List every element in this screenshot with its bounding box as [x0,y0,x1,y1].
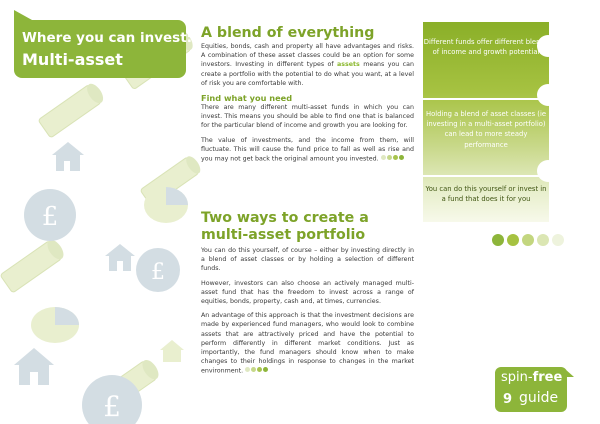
house-icon [14,348,54,385]
pie-chart-icon [31,307,79,343]
section-header-label: Where you can invest: [22,30,193,46]
scroll-icon [38,81,106,138]
logo-guide-text: guide [519,390,559,406]
section-two-ways [201,210,414,381]
panel-notch [537,160,559,182]
highlight-assets-link[interactable]: assets [337,61,360,69]
logo-spin-text: spin- [501,370,533,385]
pie-chart-icon [144,187,188,223]
key-point-1: Different funds offer different blends of income and growth potential [423,38,549,57]
page-number: 9 [503,392,513,407]
panel-notch [537,84,559,106]
logo-free-text: free [532,370,563,385]
section-blend-of-everything [201,25,414,169]
house-icon [160,340,184,362]
key-point-2: Holding a blend of asset classes (ie investing in a multi-asset portfolio) can lead to more steady performance [425,110,547,149]
section-title: Two ways to create a multi-asset portfolio [201,210,369,243]
house-icon [52,142,84,171]
body-paragraph: There are many different multi-asset funds in which you can invest. This means you should be able to find one that is balanced for the particular blend of income and growth you are looking for. [201,104,414,130]
svg-text:£: £ [41,202,59,232]
pound-coin-icon [24,189,76,241]
section-header-bubble [14,20,193,78]
panel-divider [423,175,549,177]
scroll-icon [0,237,67,293]
section-title: A blend of everything [201,25,375,41]
intro-paragraph: Equities, bonds, cash and property all have advantages and risks. A combination of these asset classes could be an option for some investors. Investing in different types of assets means you can create a portfolio with the potential to do what you want, at a level of risk you are comfortable with. [201,43,414,87]
svg-text:£: £ [151,260,165,285]
risk-warning-paragraph: The value of investments, and the income from them, will fluctuate. This will cause the fund price to fall as well as rise and you may not get back the original amount you invested. [201,136,414,163]
house-icon [105,244,135,271]
panel-divider [423,98,549,100]
body-paragraph: You can do this yourself, of course – either by investing directly in a blend of asset classes or by holding a selection of different funds. [201,247,414,273]
key-point-3: You can do this yourself or invest in a fund that does it for you [425,185,547,204]
pound-coin-icon [136,248,180,292]
body-paragraph: An advantage of this approach is that the investment decisions are made by experienced fund managers, who would look to combine assets that are attractively priced and have the potential to perform differently in different market conditions. Just as importantly, the fund managers should know when to make changes to their holdings in response to changes in the market environment. [201,312,414,376]
end-dots-icon [381,154,405,163]
end-dots-icon [245,366,269,375]
spin-free-guide-logo [495,367,567,412]
subheading: Find what you need [201,93,293,104]
progress-dots-icon [492,231,567,250]
svg-text:£: £ [103,390,121,423]
body-paragraph: However, investors can also choose an actively managed multi-asset fund that has the freedom to invest across a range of equities, bonds, property, cash and, at times, currencies. [201,279,414,306]
section-header-title: Multi-asset [22,50,123,69]
